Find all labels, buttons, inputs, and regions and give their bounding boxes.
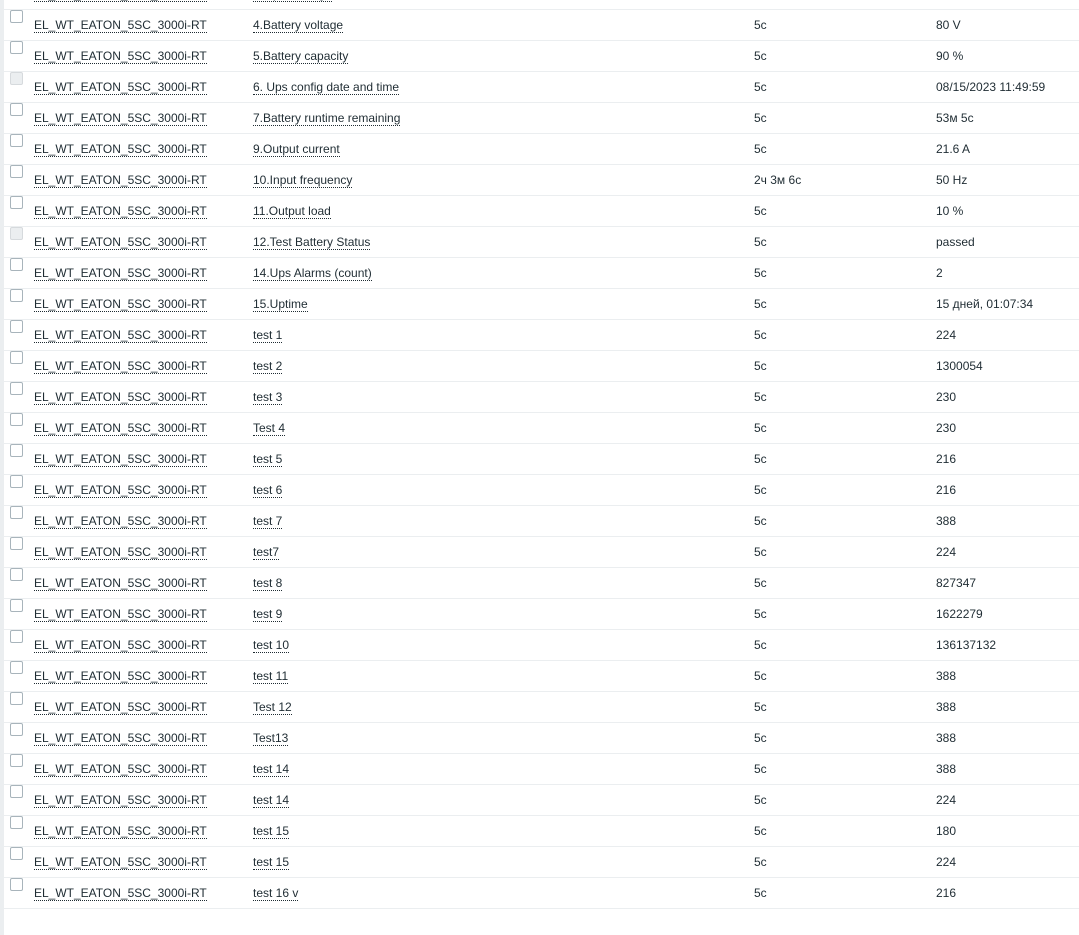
- last-check-cell: 5c: [754, 421, 767, 435]
- last-value-cell: 136137132: [936, 638, 997, 652]
- item-name-link[interactable]: test 7: [253, 514, 283, 528]
- item-name-link[interactable]: test 15: [253, 855, 290, 869]
- last-check-cell: 5c: [754, 328, 767, 342]
- host-link[interactable]: EL_WT_EATON_5SC_3000i-RT: [34, 266, 207, 280]
- host-link[interactable]: EL_WT_EATON_5SC_3000i-RT: [34, 607, 207, 621]
- last-check-cell: 5c: [754, 886, 767, 900]
- table-row: [4, 878, 1079, 909]
- row-checkbox[interactable]: [10, 475, 23, 488]
- last-value-cell: passed: [936, 235, 975, 249]
- host-link[interactable]: EL_WT_EATON_5SC_3000i-RT: [34, 793, 207, 807]
- table-row: [4, 10, 1079, 41]
- row-checkbox: [10, 227, 23, 240]
- item-name-link[interactable]: 12.Test Battery Status: [253, 235, 371, 249]
- host-link[interactable]: EL_WT_EATON_5SC_3000i-RT: [34, 762, 207, 776]
- table-row: [4, 41, 1079, 72]
- item-name-link[interactable]: test 6: [253, 483, 283, 497]
- last-check-cell: 5c: [754, 297, 767, 311]
- table-row: [4, 754, 1079, 785]
- item-name-link[interactable]: 10.Input frequency: [253, 173, 353, 187]
- table-row: [4, 227, 1079, 258]
- row-checkbox[interactable]: [10, 351, 23, 364]
- last-check-cell: 5c: [754, 359, 767, 373]
- row-checkbox[interactable]: [10, 320, 23, 333]
- table-row: [4, 475, 1079, 506]
- table-row: [4, 413, 1079, 444]
- row-checkbox[interactable]: [10, 723, 23, 736]
- host-link[interactable]: EL_WT_EATON_5SC_3000i-RT: [34, 452, 207, 466]
- table-row: [4, 382, 1079, 413]
- last-check-cell: 5c: [754, 638, 767, 652]
- table-row: [4, 723, 1079, 754]
- last-value-cell: 827347: [936, 576, 977, 590]
- last-value-cell: 2: [936, 266, 943, 280]
- last-value-cell: 388: [936, 762, 957, 776]
- last-value-cell: 224: [936, 793, 957, 807]
- last-check-cell: 5c: [754, 235, 767, 249]
- last-value-cell: 21.6 A: [936, 142, 971, 156]
- row-checkbox[interactable]: [10, 506, 23, 519]
- last-value-cell: 388: [936, 700, 957, 714]
- host-link[interactable]: EL_WT_EATON_5SC_3000i-RT: [34, 855, 207, 869]
- row-checkbox[interactable]: [10, 258, 23, 271]
- last-value-cell: 388: [936, 514, 957, 528]
- row-checkbox[interactable]: [10, 444, 23, 457]
- row-checkbox[interactable]: [10, 196, 23, 209]
- item-name-link[interactable]: test 10: [253, 638, 290, 652]
- item-name-link[interactable]: test 5: [253, 452, 283, 466]
- item-name-link[interactable]: test 2: [253, 359, 283, 373]
- host-link[interactable]: EL_WT_EATON_5SC_3000i-RT: [34, 886, 207, 900]
- item-name-link[interactable]: 5.Battery capacity: [253, 49, 349, 63]
- table-row: [4, 320, 1079, 351]
- last-check-cell: 5c: [754, 483, 767, 497]
- row-checkbox[interactable]: [10, 661, 23, 674]
- item-name-link[interactable]: test 15: [253, 824, 290, 838]
- last-check-cell: 5c: [754, 607, 767, 621]
- last-check-cell: 5c: [754, 576, 767, 590]
- host-link[interactable]: EL_WT_EATON_5SC_3000i-RT: [34, 173, 207, 187]
- last-value-cell: 224: [936, 545, 957, 559]
- item-name-link[interactable]: test 8: [253, 576, 283, 590]
- item-name-link[interactable]: test 16 v: [253, 886, 299, 900]
- item-name-link[interactable]: test7: [253, 545, 280, 559]
- row-checkbox[interactable]: [10, 382, 23, 395]
- table-row: [4, 661, 1079, 692]
- host-link[interactable]: EL_WT_EATON_5SC_3000i-RT: [34, 824, 207, 838]
- row-checkbox[interactable]: [10, 754, 23, 767]
- row-checkbox: [10, 72, 23, 85]
- item-name-link[interactable]: test 14: [253, 793, 290, 807]
- row-checkbox[interactable]: [10, 289, 23, 302]
- last-value-cell: 224: [936, 855, 957, 869]
- table-row: [4, 847, 1079, 878]
- last-value-cell: 1622279: [936, 607, 983, 621]
- last-value-cell: 388: [936, 731, 957, 745]
- host-link[interactable]: EL_WT_EATON_5SC_3000i-RT: [34, 514, 207, 528]
- host-link[interactable]: EL_WT_EATON_5SC_3000i-RT: [34, 638, 207, 652]
- host-link[interactable]: EL_WT_EATON_5SC_3000i-RT: [34, 235, 207, 249]
- table-row: [4, 134, 1079, 165]
- table-row: [4, 0, 1079, 10]
- table-row: [4, 165, 1079, 196]
- last-check-cell: 5c: [754, 49, 767, 63]
- item-name-link[interactable]: 4.Battery voltage: [253, 18, 344, 32]
- last-check-cell: 5c: [754, 855, 767, 869]
- host-link[interactable]: EL_WT_EATON_5SC_3000i-RT: [34, 18, 207, 32]
- table-row: [4, 816, 1079, 847]
- last-check-cell: 5c: [754, 762, 767, 776]
- last-value-cell: 15 дней, 01:07:34: [936, 297, 1034, 311]
- host-link[interactable]: EL_WT_EATON_5SC_3000i-RT: [34, 669, 207, 683]
- host-link[interactable]: EL_WT_EATON_5SC_3000i-RT: [34, 359, 207, 373]
- last-value-cell: 216: [936, 483, 957, 497]
- last-value-cell: 50 Hz: [936, 173, 968, 187]
- last-value-cell: 388: [936, 669, 957, 683]
- last-value-cell: 230: [936, 421, 957, 435]
- last-check-cell: 5c: [754, 700, 767, 714]
- last-check-cell: 5c: [754, 545, 767, 559]
- item-name-link[interactable]: 6. Ups config date and time: [253, 80, 400, 94]
- last-value-cell: 180: [936, 824, 957, 838]
- host-link[interactable]: EL_WT_EATON_5SC_3000i-RT: [34, 576, 207, 590]
- last-value-cell: 1300054: [936, 359, 983, 373]
- last-value-cell: 216: [936, 452, 957, 466]
- last-check-cell: 5c: [754, 142, 767, 156]
- item-name-link[interactable]: 9.Output current: [253, 142, 340, 156]
- row-checkbox[interactable]: [10, 785, 23, 798]
- last-value-cell: 230: [936, 390, 957, 404]
- item-name-link[interactable]: test 1: [253, 328, 283, 342]
- table-row: [4, 537, 1079, 568]
- table-row: [4, 444, 1079, 475]
- host-link[interactable]: EL_WT_EATON_5SC_3000i-RT: [34, 390, 207, 404]
- last-check-cell: 5c: [754, 824, 767, 838]
- host-link[interactable]: EL_WT_EATON_5SC_3000i-RT: [34, 111, 207, 125]
- last-check-cell: 5c: [754, 204, 767, 218]
- last-check-cell: 5c: [754, 390, 767, 404]
- last-value-cell: 80 V: [936, 18, 961, 32]
- table-row: [4, 506, 1079, 537]
- item-name-link[interactable]: Test 12: [253, 700, 292, 714]
- row-checkbox[interactable]: [10, 537, 23, 550]
- item-name-link[interactable]: [253, 0, 332, 2]
- host-link[interactable]: EL_WT_EATON_5SC_3000i-RT: [34, 142, 207, 156]
- last-check-cell: 5c: [754, 514, 767, 528]
- host-link[interactable]: EL_WT_EATON_5SC_3000i-RT: [34, 49, 207, 63]
- last-value-cell: 224: [936, 328, 957, 342]
- item-name-link[interactable]: test 3: [253, 390, 283, 404]
- last-check-cell: 5c: [754, 18, 767, 32]
- row-checkbox[interactable]: [10, 599, 23, 612]
- item-name-link[interactable]: 15.Uptime: [253, 297, 308, 311]
- row-checkbox[interactable]: [10, 630, 23, 643]
- row-checkbox[interactable]: [10, 413, 23, 426]
- item-name-link[interactable]: 14.Ups Alarms (count): [253, 266, 372, 280]
- table-row: [4, 258, 1079, 289]
- latest-data-table: [4, 0, 1079, 909]
- table-row: [4, 72, 1079, 103]
- last-check-cell: 5c: [754, 80, 767, 94]
- last-value-cell: 90 %: [936, 49, 964, 63]
- host-link[interactable]: EL_WT_EATON_5SC_3000i-RT: [34, 700, 207, 714]
- table-row: [4, 599, 1079, 630]
- item-name-link[interactable]: 7.Battery runtime remaining: [253, 111, 401, 125]
- last-check-cell: [754, 0, 767, 9]
- table-row: [4, 289, 1079, 320]
- host-link[interactable]: EL_WT_EATON_5SC_3000i-RT: [34, 297, 207, 311]
- row-checkbox[interactable]: [10, 878, 23, 891]
- item-name-link[interactable]: test 9: [253, 607, 283, 621]
- host-link[interactable]: EL_WT_EATON_5SC_3000i-RT: [34, 421, 207, 435]
- table-row: [4, 568, 1079, 599]
- host-link[interactable]: EL_WT_EATON_5SC_3000i-RT: [34, 483, 207, 497]
- host-link[interactable]: [34, 0, 207, 2]
- row-checkbox[interactable]: [10, 692, 23, 705]
- item-name-link[interactable]: 11.Output load: [253, 204, 331, 218]
- last-value-cell: 08/15/2023 11:49:59: [936, 80, 1046, 94]
- row-checkbox[interactable]: [10, 41, 23, 54]
- last-value-cell: 216: [936, 886, 957, 900]
- item-name-link[interactable]: test 11: [253, 669, 289, 683]
- last-value-cell: 53м 5с: [936, 111, 974, 125]
- host-link[interactable]: EL_WT_EATON_5SC_3000i-RT: [34, 204, 207, 218]
- last-value-cell: 10 %: [936, 204, 964, 218]
- item-name-link[interactable]: Test13: [253, 731, 289, 745]
- table-row: [4, 351, 1079, 382]
- last-check-cell: 5c: [754, 669, 767, 683]
- last-check-cell: 5c: [754, 731, 767, 745]
- table-row: [4, 630, 1079, 661]
- row-checkbox[interactable]: [10, 10, 23, 23]
- last-check-cell: 5c: [754, 266, 767, 280]
- host-link[interactable]: EL_WT_EATON_5SC_3000i-RT: [34, 545, 207, 559]
- last-check-cell: 5c: [754, 452, 767, 466]
- last-check-cell: 5c: [754, 793, 767, 807]
- table-row: [4, 692, 1079, 723]
- table-row: [4, 103, 1079, 134]
- row-checkbox[interactable]: [10, 568, 23, 581]
- last-check-cell: 5c: [754, 111, 767, 125]
- host-link[interactable]: EL_WT_EATON_5SC_3000i-RT: [34, 731, 207, 745]
- row-checkbox[interactable]: [10, 847, 23, 860]
- item-name-link[interactable]: Test 4: [253, 421, 286, 435]
- host-link[interactable]: EL_WT_EATON_5SC_3000i-RT: [34, 328, 207, 342]
- row-checkbox[interactable]: [10, 103, 23, 116]
- row-checkbox[interactable]: [10, 134, 23, 147]
- row-checkbox[interactable]: [10, 816, 23, 829]
- table-row: [4, 196, 1079, 227]
- row-checkbox[interactable]: [10, 165, 23, 178]
- last-check-cell: 2ч 3м 6с: [754, 173, 802, 187]
- table-row: [4, 785, 1079, 816]
- host-link[interactable]: EL_WT_EATON_5SC_3000i-RT: [34, 80, 207, 94]
- item-name-link[interactable]: test 14: [253, 762, 290, 776]
